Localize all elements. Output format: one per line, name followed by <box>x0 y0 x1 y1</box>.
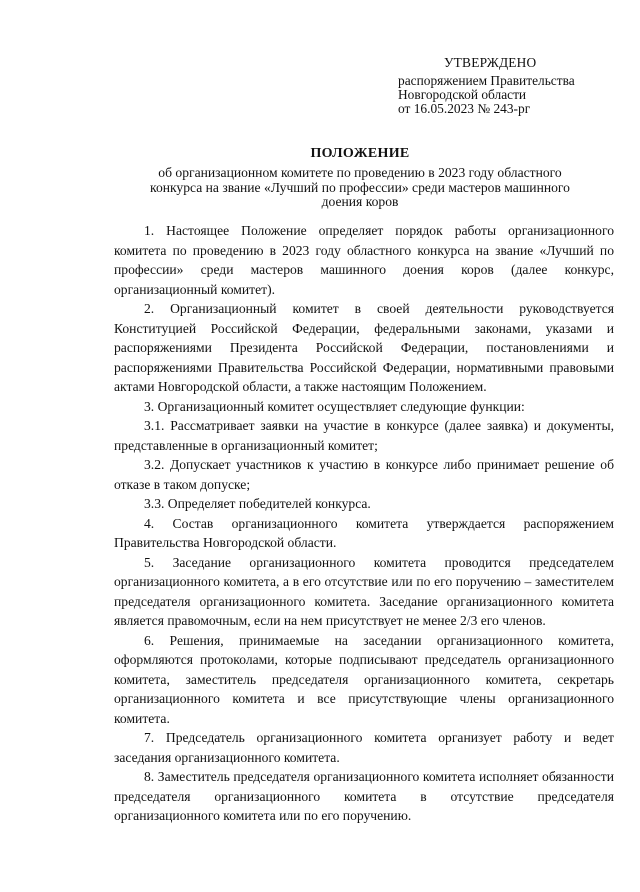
document-body <box>114 221 614 826</box>
subtitle-line-1: об организационном комитете по проведению в 2023 году областного <box>158 165 562 180</box>
approval-line-2: Новгородской области <box>398 87 527 102</box>
document-title: ПОЛОЖЕНИЕ <box>310 146 410 161</box>
paragraph-6: 6. Решения, принимаемые на заседании организационного комитета, оформляются протоколами, которые подписывают председатель организационного комитета, заместитель председателя организационного комитета, секретарь организационного комитета и все присутствующие члены организационного комитета. <box>114 632 614 726</box>
paragraph-8: 8. Заместитель председателя организационного комитета исполняет обязанности председателя организационного комитета в отсутствие председателя организационного комитета или по его поручению. <box>114 769 614 823</box>
paragraph-3-3: 3.3. Определяет победителей конкурса. <box>144 496 371 511</box>
paragraph-3-1: 3.1. Рассматривает заявки на участие в конкурсе (далее заявка) и документы, представленные в организационный комитет; <box>114 418 614 453</box>
paragraph-5: 5. Заседание организационного комитета проводится председателем организационного комитета, а в его отсутствие или по его поручению – заместителем председателя организационного комитета. Заседание организационного комитета является правомочным, если на нем присутствует не менее 2/3 его членов. <box>114 554 614 628</box>
paragraph-3: 3. Организационный комитет осуществляет следующие функции: <box>144 398 525 414</box>
approval-line-3: от 16.05.2023 № 243-рг <box>398 101 531 116</box>
approval-title: УТВЕРЖДЕНО <box>444 55 537 70</box>
paragraph-3-2: 3.2. Допускает участников к участию в конкурсе либо принимает решение об отказе в таком допуске; <box>114 457 614 492</box>
document-subtitle <box>110 166 610 210</box>
subtitle-line-3: доения коров <box>321 194 399 209</box>
paragraph-2: 2. Организационный комитет в своей деятельности руководствуется Конституцией Российской Федерации, федеральными законами, указами и распоряжениями Президента Российской Федерации, постановлениями и распоряжениями Правительства Российской Федерации, нормативными правовыми актами Новгородской области, а также настоящим Положением. <box>114 301 614 394</box>
approval-stamp <box>398 56 630 116</box>
paragraph-1: 1. Настоящее Положение определяет порядок работы организационного комитета по проведению в 2023 году областного конкурса на звание «Лучший по профессии» среди мастеров машинного доения коров (далее конкурс, организационный комитет). <box>114 223 614 297</box>
paragraph-4: 4. Состав организационного комитета утверждается распоряжением Правительства Новгородской области. <box>114 515 614 550</box>
subtitle-line-2: конкурса на звание «Лучший по профессии» среди мастеров машинного <box>150 179 570 195</box>
approval-line-1: распоряжением Правительства <box>398 73 575 88</box>
paragraph-7: 7. Председатель организационного комитета организует работу и ведет заседания организационного комитета. <box>114 730 614 765</box>
